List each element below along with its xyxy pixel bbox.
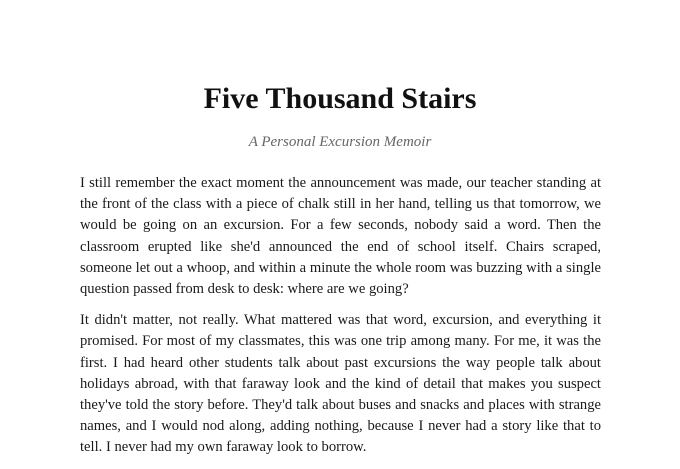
paragraph: I still remember the exact moment the announcement was made, our teacher standing at the front of the class with a piece of chalk still in her hand, telling us that tomorrow, we would be going on an excursion. For a few seconds, nobody said a word. Then the classroom erupted like she'd announced the end of school itself. Chairs scraped, someone let out a whoop, and within a minute the whole room was buzzing with a single question passed from desk to desk: where are we going? <box>80 175 601 298</box>
document-title: Five Thousand Stairs <box>203 82 477 115</box>
paragraph: It didn't matter, not really. What mattered was that word, excursion, and everything it promised. For most of my classmates, this was one trip among many. For me, it was the first. I had heard other students talk about past excursions the way people talk about holidays abroad, with that faraway look and the kind of detail that makes you suspect they've told the story before. They'd talk about buses and snacks and places with strange names, and I would nod along, adding nothing, because I never had a story like that to tell. I never had my own faraway look to borrow. <box>80 312 601 456</box>
document-subtitle: A Personal Excursion Memoir <box>248 134 432 150</box>
document-body <box>80 173 601 469</box>
